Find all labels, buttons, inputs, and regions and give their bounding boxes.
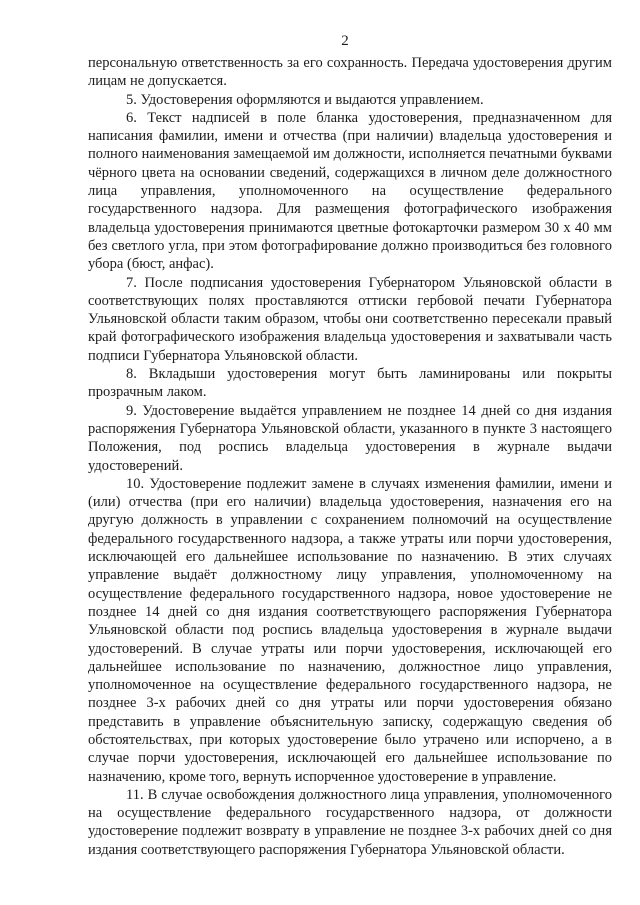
paragraph-item-6: 6. Текст надписей в поле бланка удостоверения, предназначенном для написания фамилии, имени и отчества (при наличии) владельца удостоверения и полного наименования замещаемой им должности, исполняется печатными буквами чёрного цвета на основании сведений, содержащихся в личном деле должностного лица управления, уполномоченного на осуществление федерального государственного надзора. Для размещения фотографического изображения владельца удостоверения принимаются цветные фотокарточки размером 30 х 40 мм без светлого угла, при этом фотографирование должно производиться без головного убора (бюст, анфас).	[88, 109, 612, 273]
paragraph-item-8: 8. Вкладыши удостоверения могут быть ламинированы или покрыты прозрачным лаком.	[88, 366, 612, 401]
paragraph-item-7: 7. После подписания удостоверения Губернатором Ульяновской области в соответствующих полях проставляются оттиски гербовой печати Губернатора Ульяновской области таким образом, чтобы они соответственно пересекали правый край фотографического изображения владельца удостоверения и захватывали часть подписи Губернатора Ульяновской области.	[88, 274, 612, 364]
document-page	[88, 32, 612, 859]
paragraph-continuation: персональную ответственность за его сохранность. Передача удостоверения другим лицам не допускается.	[88, 55, 612, 90]
paragraph-item-9: 9. Удостоверение выдаётся управлением не позднее 14 дней со дня издания распоряжения Губернатора Ульяновской области, указанного в пункте 3 настоящего Положения, под роспись владельца удостоверения в журнале выдачи удостоверений.	[88, 402, 612, 474]
paragraph-item-11: 11. В случае освобождения должностного лица управления, уполномоченного на осуществление федерального государственного надзора, от должности удостоверение подлежит возврату в управление не позднее 3-х рабочих дней со дня издания соответствующего распоряжения Губернатора Ульяновской области.	[88, 786, 612, 858]
paragraph-item-5: 5. Удостоверения оформляются и выдаются управлением.	[126, 91, 484, 108]
page-number: 2	[341, 33, 349, 49]
paragraph-item-10: 10. Удостоверение подлежит замене в случаях изменения фамилии, имени и (или) отчества (при его наличии) владельца удостоверения, назначения его на другую должность в управлении с сохранением полномочий на осуществление федерального государственного надзора, а также утраты или порчи удостоверения, исключающей его дальнейшее использование по назначению. В этих случаях управление выдаёт должностному лицу управления, уполномоченному на осуществление федерального государственного надзора, новое удостоверение не позднее 14 дней со дня издания соответствующего распоряжения Губернатора Ульяновской области под роспись владельца удостоверения в журнале выдачи удостоверений. В случае утраты или порчи удостоверения, исключающей его дальнейшее использование по назначению, должностное лицо управления, уполномоченное на осуществление федерального государственного надзора, не позднее 3-х рабочих дней со дня утраты или порчи удостоверения обязано представить в управление объяснительную записку, содержащую сведения об обстоятельствах, при которых удостоверение было утрачено или испорчено, а в случае порчи удостоверения, исключающей его дальнейшее использование по назначению, кроме того, вернуть испорченное удостоверение в управление.	[88, 475, 612, 785]
